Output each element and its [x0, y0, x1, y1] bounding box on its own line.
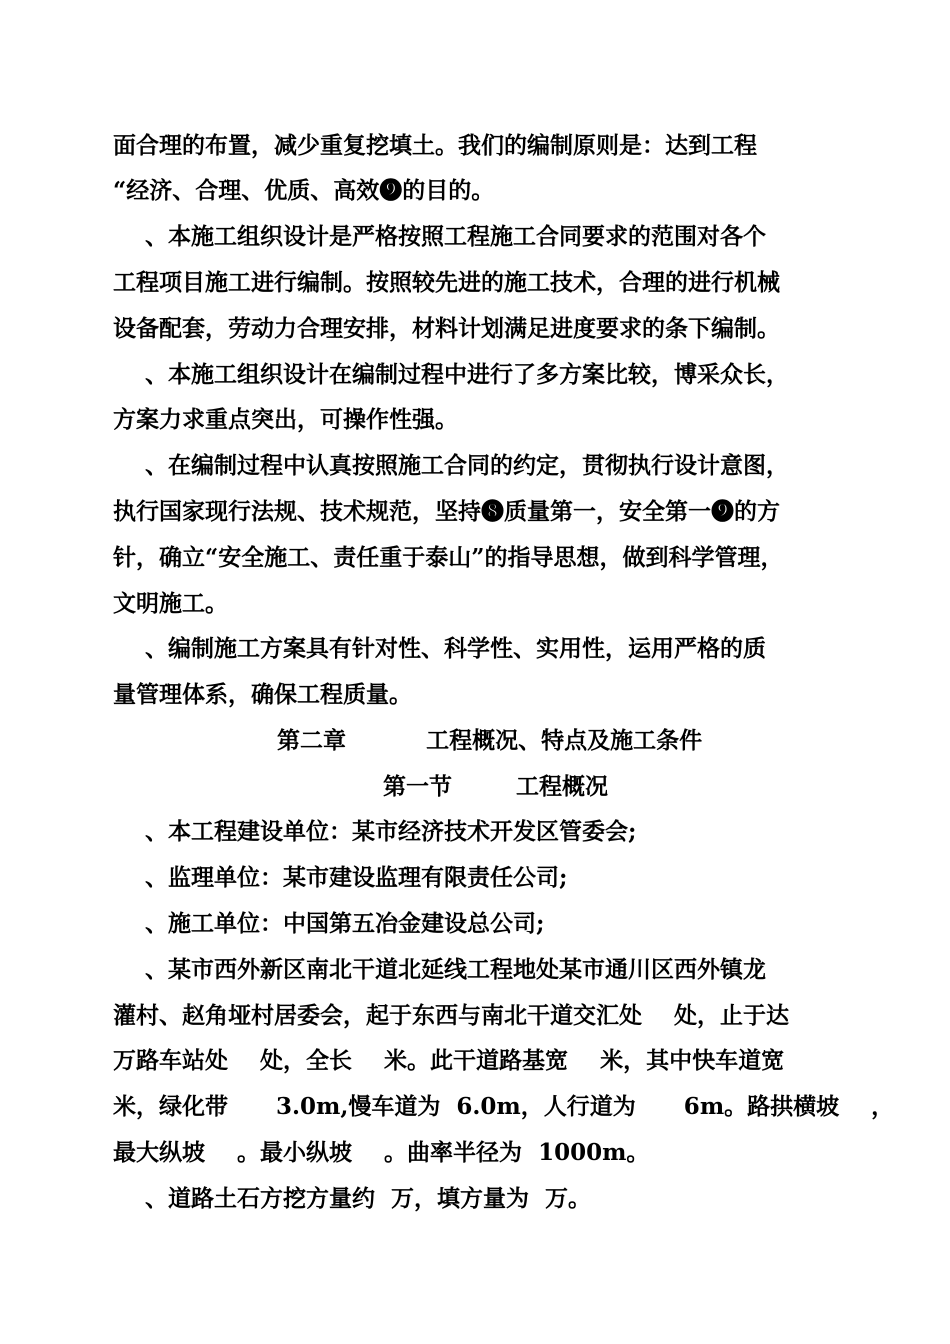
paragraph-line: 方案力求重点突出，可操作性强。 — [113, 406, 458, 433]
paragraph-line: 最大纵坡 。最小纵坡 。曲率半径为 1000m。 — [113, 1139, 650, 1166]
paragraph-line: 、在编制过程中认真按照施工合同的约定，贯彻执行设计意图， — [113, 452, 790, 479]
paragraph-line: 文明施工。 — [113, 590, 228, 617]
paragraph-line: 量管理体系，确保工程质量。 — [113, 681, 412, 708]
paragraph-line: 、某市西外新区南北干道北延线工程地处某市通川区西外镇龙 — [113, 956, 767, 983]
paragraph-line: 设备配套，劳动力合理安排，材料计划满足进度要求的条下编制。 — [113, 315, 780, 342]
paragraph-line: 、监理单位：某市建设监理有限责任公司; — [113, 864, 568, 891]
paragraph-line: 灌村、赵角垭村居委会，起于东西与南北干道交汇处 处，止于达 — [113, 1002, 790, 1029]
paragraph-line: 、本工程建设单位：某市经济技术开发区管委会; — [113, 818, 637, 845]
chapter-heading: 第二章 工程概况、特点及施工条件 — [277, 728, 703, 754]
paragraph-line: 执行国家现行法规、技术规范，坚持❽质量第一，安全第一❾的方 — [113, 498, 780, 525]
paragraph-line: 、编制施工方案具有针对性、科学性、实用性，运用严格的质 — [113, 635, 767, 662]
paragraph-line: 工程项目施工进行编制。按照较先进的施工技术，合理的进行机械 — [113, 269, 780, 296]
paragraph-line: 米，绿化带 3.0m,慢车道为 6.0m，人行道为 6m。路拱横坡 ， — [113, 1093, 895, 1120]
paragraph-line: 万路车站处 处，全长 米。此干道路基宽 米，其中快车道宽 — [113, 1047, 785, 1074]
paragraph-line: “经济、合理、优质、高效❾的目的。 — [113, 177, 495, 204]
paragraph-line: 、道路土石方挖方量约 万，填方量为 万。 — [113, 1185, 592, 1212]
paragraph-line: 面合理的布置，减少重复挖填土。我们的编制原则是：达到工程 — [113, 132, 757, 159]
paragraph-line: 、施工单位：中国第五冶金建设总公司; — [113, 910, 545, 937]
paragraph-line: 针，确立“安全施工、责任重于泰山”的指导思想，做到科学管理， — [113, 544, 784, 571]
paragraph-line: 、本施工组织设计在编制过程中进行了多方案比较，博采众长， — [113, 361, 790, 388]
paragraph-line: 、本施工组织设计是严格按照工程施工合同要求的范围对各个 — [113, 223, 767, 250]
section-heading: 第一节 工程概况 — [383, 774, 609, 800]
